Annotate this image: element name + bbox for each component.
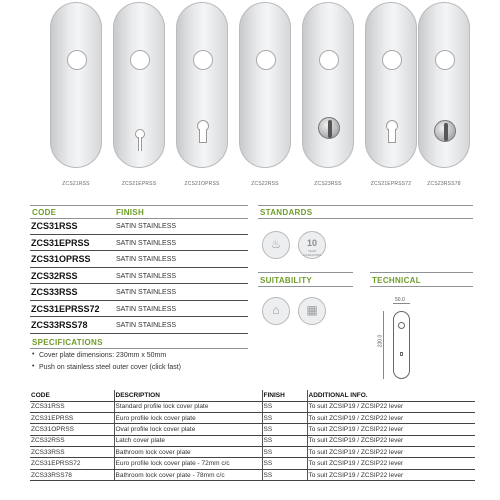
cell-finish: SS (262, 412, 307, 423)
cover-plate-image (113, 2, 165, 168)
section-rule (30, 205, 248, 206)
euro-cylinder-slot (199, 129, 207, 143)
cell-description: Latch cover plate (114, 435, 262, 446)
cell-code: ZCS33RSS (30, 447, 114, 458)
section-rule (258, 272, 353, 273)
cell-finish: SS (262, 469, 307, 480)
cell-code: ZCS31EPRSS72 (30, 458, 114, 469)
width-dimension: 50.0 (395, 297, 405, 303)
thumb-turn-icon (434, 120, 456, 142)
thumb-turn-icon (318, 117, 340, 139)
cell-code: ZCS31EPRSS (30, 412, 114, 423)
plate-label: ZCS21EPRSS72 (370, 181, 412, 187)
cell-code: ZCS32RSS (30, 435, 114, 446)
section-rule (370, 272, 473, 273)
table-row (30, 412, 475, 423)
product-code: ZCS33RSS (31, 287, 78, 297)
height-dimension: 230.0 (377, 334, 384, 348)
table-row (30, 458, 475, 469)
guarantee-text: YEAR GUARANTEE (302, 249, 322, 257)
cover-plate-image (176, 2, 228, 168)
fire-rated-badge-icon (262, 231, 290, 259)
table-row (30, 235, 248, 252)
cell-description: Euro profile lock cover plate - 72mm c/c (114, 458, 262, 469)
finish-header: FINISH (116, 208, 145, 217)
technical-header: TECHNICAL (372, 276, 421, 285)
cell-additional-info: To suit ZCSIP19 / ZCSIP22 lever (307, 435, 475, 446)
table-row (30, 301, 248, 318)
section-rule (370, 286, 473, 287)
specifications-header: SPECIFICATIONS (32, 338, 103, 347)
product-finish: SATIN STAINLESS (116, 272, 177, 280)
cell-description: Standard profile lock cover plate (114, 401, 262, 412)
house-icon: ⌂ (272, 303, 280, 317)
table-row (30, 447, 475, 458)
spindle-hole (319, 50, 339, 70)
width-dimension-line (393, 303, 410, 304)
table-row (30, 469, 475, 480)
product-code: ZCS31EPRSS72 (31, 303, 100, 314)
cell-description: Oval profile lock cover plate (114, 424, 262, 435)
product-code: ZCS31RSS (31, 221, 78, 231)
suitability-header: SUITABILITY (260, 276, 313, 285)
table-row (30, 435, 475, 446)
plate-label: ZCS22RSS (251, 181, 279, 187)
cover-plate-image (365, 2, 417, 168)
spindle-hole (382, 50, 402, 70)
cell-additional-info: To suit ZCSIP19 / ZCSIP22 lever (307, 447, 475, 458)
cell-additional-info: To suit ZCSIP19 / ZCSIP22 lever (307, 469, 475, 480)
cell-finish: SS (262, 435, 307, 446)
table-row (30, 251, 248, 268)
table-row (30, 218, 248, 235)
code-header: CODE (32, 208, 57, 217)
cell-code: ZCS31RSS (30, 401, 114, 412)
cell-code: ZCS33RSS78 (30, 469, 114, 480)
product-finish: SATIN STAINLESS (116, 256, 177, 263)
product-code: ZCS31EPRSS (31, 237, 90, 248)
euro-cylinder-slot (388, 129, 396, 143)
standards-header: STANDARDS (260, 208, 313, 217)
cell-description: Euro profile lock cover plate (114, 412, 262, 423)
col-header-finish: FINISH (262, 390, 307, 401)
cell-finish: SS (262, 401, 307, 412)
product-finish: SATIN STAINLESS (116, 305, 177, 313)
spindle-hole (435, 50, 455, 70)
table-row (30, 268, 248, 285)
product-code: ZCS31OPRSS (31, 254, 91, 264)
section-rule (258, 218, 473, 219)
commercial-use-icon (298, 297, 326, 325)
col-header-code: CODE (30, 390, 114, 401)
product-finish: SATIN STAINLESS (116, 239, 177, 247)
spindle-hole (256, 50, 276, 70)
table-header-row (30, 390, 475, 401)
specs-list (32, 352, 181, 376)
year-guarantee-badge-icon (298, 231, 326, 259)
cover-plate-image (239, 2, 291, 168)
table-row (30, 317, 248, 334)
cell-additional-info: To suit ZCSIP19 / ZCSIP22 lever (307, 424, 475, 435)
domestic-use-icon (262, 297, 290, 325)
section-rule (258, 205, 473, 206)
table-row (30, 401, 475, 412)
plate-label: ZCS23RSS78 (427, 181, 461, 187)
cell-description: Bathroom lock cover plate - 78mm c/c (114, 469, 262, 480)
spindle-hole (130, 50, 150, 70)
section-rule (30, 348, 248, 349)
spec-item: • Cover plate dimensions: 230mm x 50mm (32, 352, 181, 359)
product-finish: SATIN STAINLESS (116, 322, 177, 329)
flame-icon: ♨ (270, 237, 282, 251)
col-header-additional-info: ADDITIONAL INFO. (307, 390, 475, 401)
product-code: ZCS32RSS (31, 270, 78, 281)
plate-label: ZCS21EPRSS (121, 181, 157, 187)
spindle-hole (193, 50, 213, 70)
cell-finish: SS (262, 447, 307, 458)
cell-finish: SS (262, 458, 307, 469)
plate-label: ZCS21RSS (62, 181, 90, 187)
cell-finish: SS (262, 424, 307, 435)
technical-drawing-plate (393, 311, 410, 379)
product-code: ZCS33RSS78 (31, 320, 88, 330)
keyhole-slot (138, 137, 142, 151)
product-finish: SATIN STAINLESS (116, 289, 177, 296)
section-rule (258, 286, 353, 287)
building-icon: ▦ (306, 303, 318, 317)
product-plates-row (50, 0, 470, 190)
cell-additional-info: To suit ZCSIP19 / ZCSIP22 lever (307, 458, 475, 469)
col-header-description: DESCRIPTION (114, 390, 262, 401)
cover-plate-image (302, 2, 354, 168)
plate-label: ZCS21OPRSS (184, 181, 220, 187)
code-finish-table (30, 218, 248, 334)
cell-additional-info: To suit ZCSIP19 / ZCSIP22 lever (307, 412, 475, 423)
guarantee-years: 10 (306, 238, 317, 248)
cover-plate-image (50, 2, 102, 168)
cell-additional-info: To suit ZCSIP19 / ZCSIP22 lever (307, 401, 475, 412)
cell-description: Bathroom lock cover plate (114, 447, 262, 458)
drawing-spindle-hole (398, 322, 405, 329)
spindle-hole (67, 50, 87, 70)
table-row (30, 424, 475, 435)
plate-label: ZCS23RSS (314, 181, 342, 187)
drawing-keyhole (400, 352, 403, 356)
cover-plate-image (418, 2, 470, 168)
table-row (30, 284, 248, 301)
product-details-table (30, 390, 475, 481)
product-finish: SATIN STAINLESS (116, 223, 177, 230)
cell-code: ZCS31OPRSS (30, 424, 114, 435)
spec-item: • Push on stainless steel outer cover (click fast) (32, 364, 181, 371)
